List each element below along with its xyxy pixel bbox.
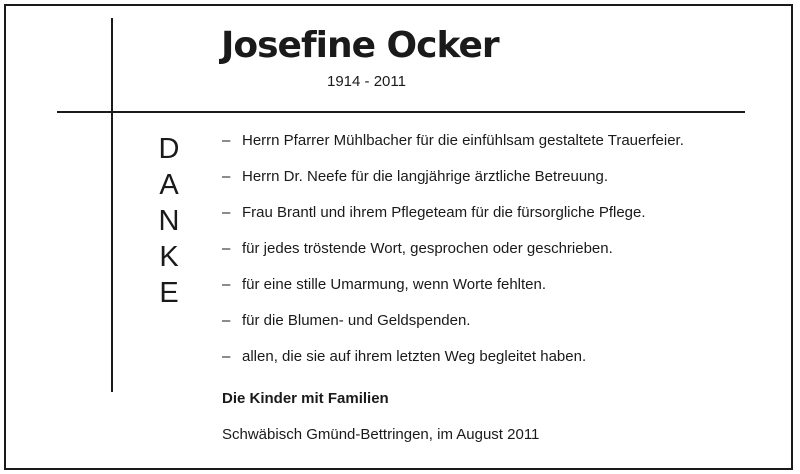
list-item-text: allen, die sie auf ihrem letzten Weg begleitet haben. [242,348,587,365]
thanks-list [222,128,684,380]
dash-bullet: – [222,204,231,221]
danke-letter: K [159,241,179,273]
danke-letter: D [158,133,180,165]
list-item [222,272,684,308]
dash-bullet: – [222,348,231,365]
list-item-text: für jedes tröstende Wort, gesprochen oder geschrieben. [242,240,613,257]
list-item [222,236,684,272]
life-years: 1914 - 2011 [327,73,406,90]
vertical-divider [111,18,113,392]
list-item-text: für eine stille Umarmung, wenn Worte fehlten. [242,276,547,293]
family-signoff: Die Kinder mit Familien [222,390,389,407]
deceased-name: Josefine Ocker [221,25,499,66]
list-item-text: Herrn Dr. Neefe für die langjährige ärztliche Betreuung. [242,168,609,185]
list-item [222,308,684,344]
list-item [222,200,684,236]
danke-letter: E [159,277,179,309]
list-item [222,128,684,164]
danke-vertical-word [147,131,191,311]
dash-bullet: – [222,132,231,149]
list-item-text: Frau Brantl und ihrem Pflegeteam für die fürsorgliche Pflege. [242,204,646,221]
list-item [222,344,684,380]
list-item [222,164,684,200]
list-item-text: Herrn Pfarrer Mühlbacher für die einfühlsam gestaltete Trauerfeier. [242,132,684,149]
dash-bullet: – [222,168,231,185]
danke-letter: A [159,169,179,201]
dash-bullet: – [222,240,231,257]
place-and-date: Schwäbisch Gmünd-Bettringen, im August 2011 [222,426,540,443]
horizontal-divider [57,111,745,113]
dash-bullet: – [222,276,231,293]
dash-bullet: – [222,312,231,329]
list-item-text: für die Blumen- und Geldspenden. [242,312,471,329]
danke-letter: N [158,205,180,237]
